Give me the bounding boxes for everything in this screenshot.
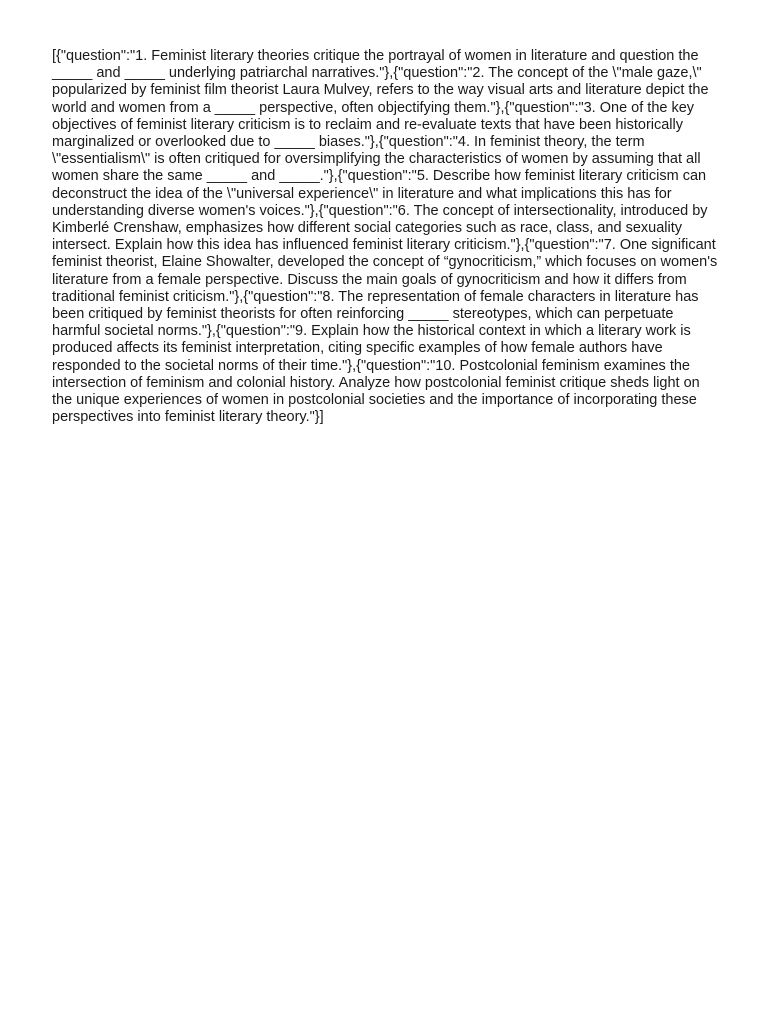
document-body-text: [{"question":"1. Feminist literary theories critique the portrayal of women in literature and question the _____ and _____ underlying patriarchal narratives."},{"question":"2. The concept of the \"male gaze,\" popularized by feminist film theorist Laura Mulvey, refers to the way visual arts and literature depict the world and women from a _____ perspective, often objectifying them."},{"question":"3. One of the key objectives of feminist literary criticism is to reclaim and re-evaluate texts that have been historically marginalized or overlooked due to _____ biases."},{"question":"4. In feminist theory, the term \"essentialism\" is often critiqued for oversimplifying the characteristics of women by assuming that all women share the same _____ and _____."},{"question":"5. Describe how feminist literary criticism can deconstruct the idea of the \"universal experience\" in literature and what implications this has for understanding diverse women's voices."},{"question":"6. The concept of intersectionality, introduced by Kimberlé Crenshaw, emphasizes how different social categories such as race, class, and sexuality intersect. Explain how this idea has influenced feminist literary criticism."},{"question":"7. One significant feminist theorist, Elaine Showalter, developed the concept of “gynocriticism,” which focuses on women's literature from a female perspective. Discuss the main goals of gynocriticism and how it differs from traditional feminist criticism."},{"question":"8. The representation of female characters in literature has been critiqued by feminist theorists for often reinforcing _____ stereotypes, which can perpetuate harmful societal norms."},{"question":"9. Explain how the historical context in which a literary work is produced affects its feminist interpretation, citing specific examples of how female authors have responded to the societal norms of their time."},{"question":"10. Postcolonial feminism examines the intersection of feminism and colonial history. Analyze how postcolonial feminist critique sheds light on the unique experiences of women in postcolonial societies and the importance of incorporating these perspectives into feminist literary theory."}] bbox=[52, 48, 718, 426]
